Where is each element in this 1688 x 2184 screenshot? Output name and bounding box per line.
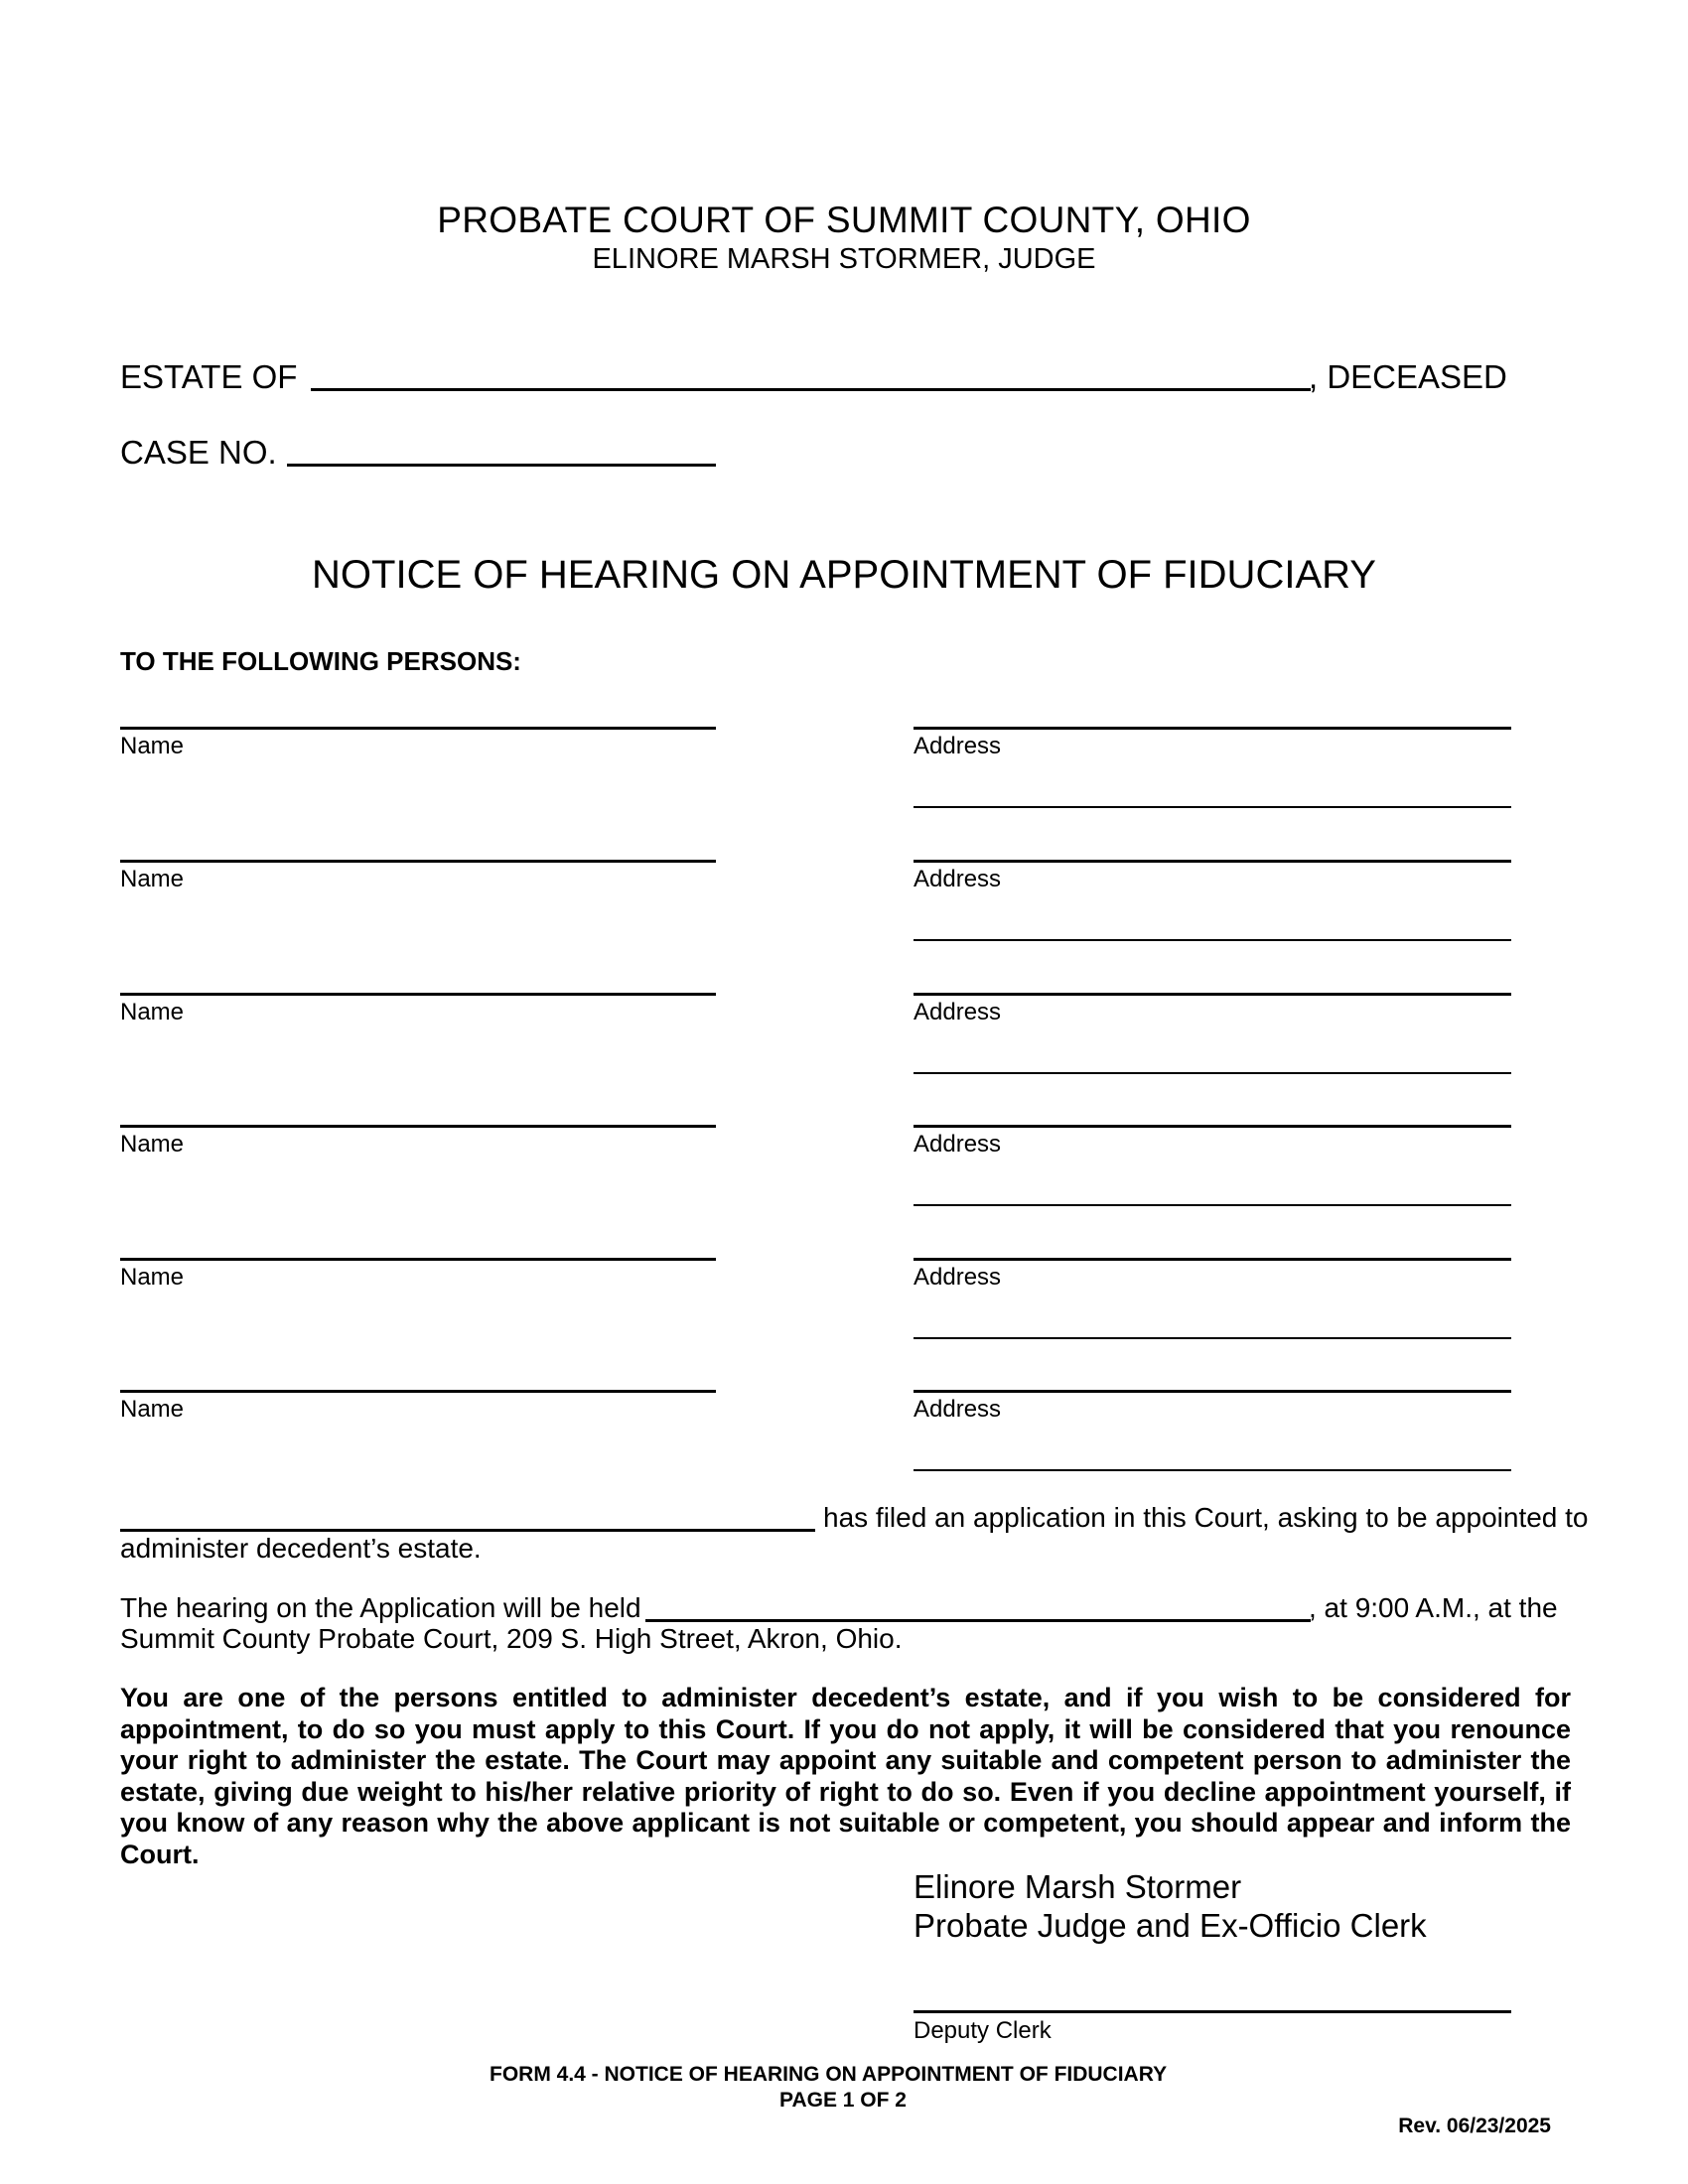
revision-date: Rev. 06/23/2025: [1398, 2115, 1551, 2137]
deputy-clerk-signature-line[interactable]: [914, 2010, 1511, 2013]
person-address-field-1[interactable]: [916, 697, 1508, 725]
case-number-field[interactable]: [290, 430, 713, 462]
address-underline-1: [914, 1390, 1511, 1393]
person-address-field-2[interactable]: [916, 1307, 1508, 1335]
address-label: Address: [914, 866, 1002, 892]
case-no-label: CASE NO.: [120, 434, 277, 471]
address-underline-2: [914, 1337, 1511, 1339]
address-label: Address: [914, 733, 1002, 759]
name-underline: [120, 1390, 716, 1393]
notice-paragraph: You are one of the persons entitled to administer decedent’s estate, and if you wish to be considered for appointment, to do so you must apply to this Court. If you do not apply, it will be considered that you renounce your right to administer the estate. The Court may appoint any suitable and competent person to administer the estate, giving due weight to his/her relative priority of right to do so. Even if you decline appointment yourself, if you know of any reason why the above applicant is not suitable or competent, you should appear and inform the Court.: [120, 1683, 1571, 1869]
address-underline-1: [914, 1258, 1511, 1261]
address-underline-2: [914, 806, 1511, 808]
address-underline-2: [914, 1204, 1511, 1206]
persons-heading: TO THE FOLLOWING PERSONS:: [120, 646, 521, 676]
person-address-field-2[interactable]: [916, 1439, 1508, 1467]
deceased-label: , DECEASED: [1309, 358, 1507, 395]
person-name-field[interactable]: [123, 1360, 713, 1388]
hearing-prefix: The hearing on the Application will be held: [120, 1592, 641, 1623]
name-label: Name: [120, 1396, 185, 1423]
page-number: [0, 2089, 1688, 2113]
address-underline-2: [914, 1469, 1511, 1471]
person-name-field[interactable]: [123, 1095, 713, 1123]
applicant-underline: [120, 1529, 815, 1532]
name-underline: [120, 993, 716, 996]
name-label: Name: [120, 999, 185, 1025]
court-title: PROBATE COURT OF SUMMIT COUNTY, OHIO: [437, 200, 1251, 240]
person-address-field-1[interactable]: [916, 830, 1508, 858]
person-address-field-1[interactable]: [916, 1360, 1508, 1388]
application-text-line1: has filed an application in this Court, asking to be appointed to: [823, 1502, 1589, 1533]
address-label: Address: [914, 1396, 1002, 1423]
judge-signature-title: Probate Judge and Ex-Officio Clerk: [914, 1907, 1427, 1944]
address-label: Address: [914, 999, 1002, 1025]
person-address-field-2[interactable]: [916, 1042, 1508, 1070]
address-underline-1: [914, 860, 1511, 863]
address-underline-2: [914, 1072, 1511, 1074]
name-underline: [120, 727, 716, 730]
hearing-date-field[interactable]: [648, 1587, 1308, 1617]
person-name-field[interactable]: [123, 963, 713, 991]
person-address-field-1[interactable]: [916, 1228, 1508, 1256]
address-underline-1: [914, 727, 1511, 730]
person-name-field[interactable]: [123, 697, 713, 725]
hearing-date-underline: [645, 1619, 1311, 1622]
application-text-line2: administer decedent’s estate.: [120, 1533, 482, 1564]
person-name-field[interactable]: [123, 1228, 713, 1256]
estate-name-field[interactable]: [314, 354, 1307, 386]
person-address-field-2[interactable]: [916, 909, 1508, 937]
person-address-field-1[interactable]: [916, 963, 1508, 991]
deputy-clerk-label: Deputy Clerk: [914, 2017, 1052, 2044]
name-label: Name: [120, 1264, 185, 1291]
applicant-name-field[interactable]: [123, 1497, 812, 1527]
form-footer: FORM 4.4 - NOTICE OF HEARING ON APPOINTMENT OF FIDUCIARY: [490, 2063, 1168, 2086]
case-number-underline: [287, 464, 716, 467]
address-underline-1: [914, 1125, 1511, 1128]
address-label: Address: [914, 1131, 1002, 1158]
judge-subtitle: ELINORE MARSH STORMER, JUDGE: [592, 243, 1096, 275]
name-label: Name: [120, 866, 185, 892]
person-name-field[interactable]: [123, 830, 713, 858]
name-label: Name: [120, 1131, 185, 1158]
page-number-text: PAGE 1 OF 2: [779, 2089, 907, 2112]
address-underline-1: [914, 993, 1511, 996]
hearing-suffix: , at 9:00 A.M., at the: [1309, 1592, 1558, 1623]
judge-signature-name: Elinore Marsh Stormer: [914, 1868, 1242, 1905]
name-label: Name: [120, 733, 185, 759]
name-underline: [120, 860, 716, 863]
person-address-field-2[interactable]: [916, 1174, 1508, 1202]
notice-title: NOTICE OF HEARING ON APPOINTMENT OF FIDUCIARY: [312, 553, 1376, 597]
person-address-field-2[interactable]: [916, 776, 1508, 804]
hearing-location: Summit County Probate Court, 209 S. High Street, Akron, Ohio.: [120, 1623, 903, 1654]
address-label: Address: [914, 1264, 1002, 1291]
estate-of-label: ESTATE OF: [120, 358, 298, 395]
name-underline: [120, 1125, 716, 1128]
person-address-field-1[interactable]: [916, 1095, 1508, 1123]
estate-name-underline: [311, 388, 1311, 391]
name-underline: [120, 1258, 716, 1261]
address-underline-2: [914, 939, 1511, 941]
